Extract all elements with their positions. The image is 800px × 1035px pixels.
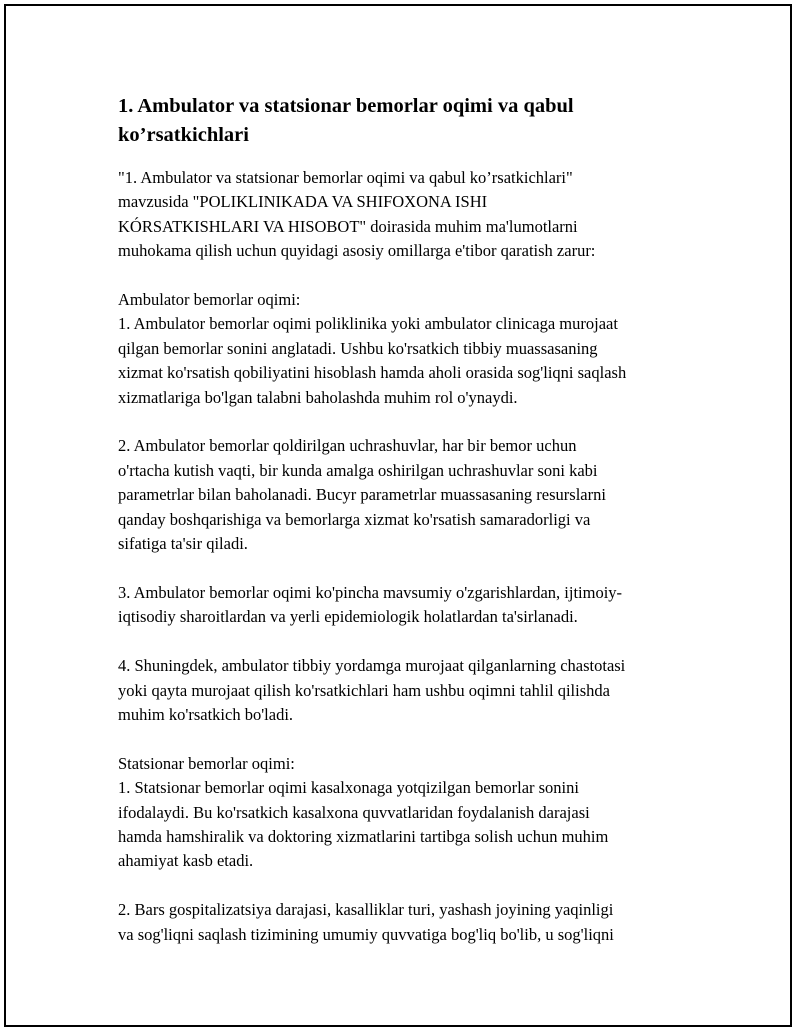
document-body: "1. Ambulator va statsionar bemorlar oqimi va qabul ko’rsatkichlari" mavzusida "POLIKLINIKADA VA SHIFOXONA ISHI KÓRSATKISHLARI VA HISOBOT" doirasida muhim ma'lumotlarni muhokama qilish uchun quyidagi asosiy omillarga e'tibor qaratish zarur: Ambulator bemorlar oqimi: 1. Ambulator bemorlar oqimi poliklinika yoki ambulator clinicaga murojaat qilgan bemorlar sonini anglatadi. Ushbu ko'rsatkich tibbiy muassasaning xizmat ko'rsatish qobiliyatini hisoblash hamda aholi orasida sog'liqni saqlash xizmatlariga bo'lgan talabni baholashda muhim rol o'ynaydi. 2. Ambulator bemorlar qoldirilgan uchrashuvlar, har bir bemor uchun o'rtacha kutish vaqti, bir kunda amalga oshirilgan uchrashuvlar soni kabi parametrlar bilan baholanadi. Bucyr parametrlar muassasaning resurslarni qanday boshqarishiga va bemorlarga xizmat ko'rsatish samaradorligi va sifatiga ta'sir qiladi. 3. Ambulator bemorlar oqimi ko'pincha mavsumiy o'zgarishlardan, ijtimoiy- iqtisodiy sharoitlardan va yerli epidemiologik holatlardan ta'sirlanadi. 4. Shuningdek, ambulator tibbiy yordamga murojaat qilganlarning chastotasi yoki qayta murojaat qilish ko'rsatkichlari ham ushbu oqimni tahlil qilishda muhim ko'rsatkich bo'ladi. Statsionar bemorlar oqimi: 1. Statsionar bemorlar oqimi kasalxonaga yotqizilgan bemorlar sonini ifodalaydi. Bu ko'rsatkich kasalxona quvvatlaridan foydalanish darajasi hamda hamshiralik va doktoring xizmatlarini tartibga solish uchun muhim ahamiyat kasb etadi. 2. Bars gospitalizatsiya darajasi, kasalliklar turi, yashash joyining yaqinligi va sog'liqni saqlash tizimining umumiy quvvatiga bog'liq bo'lib, u sog'liqni xyxy=(118,168,627,944)
document-content xyxy=(118,92,698,947)
document-title: 1. Ambulator va statsionar bemorlar oqimi va qabul ko’rsatkichlari xyxy=(118,95,574,146)
